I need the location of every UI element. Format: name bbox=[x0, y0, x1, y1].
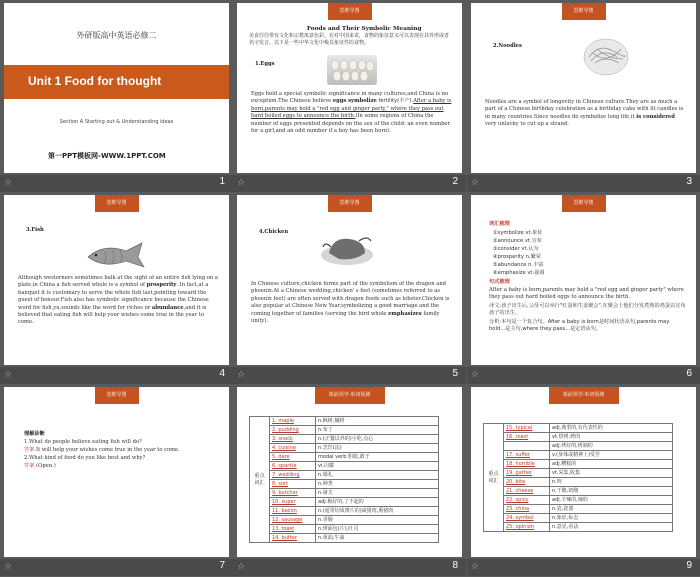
slide-bar bbox=[0, 559, 233, 576]
vocab-item: ①symbolize vt.象征 bbox=[493, 230, 543, 236]
vocab-meaning: vi.闪耀 bbox=[316, 462, 439, 471]
vocab-row bbox=[484, 487, 673, 496]
slide-thumbnail-5[interactable] bbox=[233, 192, 466, 384]
vocab-meaning: n.烤面包(片),吐司 bbox=[316, 525, 439, 534]
vocab-meaning: n.黄油,牛油 bbox=[316, 534, 439, 543]
vocab-word: 20. bite bbox=[504, 478, 550, 487]
slide-6[interactable] bbox=[471, 195, 696, 365]
vocab-meaning: n.屠夫 bbox=[316, 489, 439, 498]
star-icon: ☆ bbox=[471, 370, 480, 380]
slide-number: 6 bbox=[686, 368, 692, 379]
chicken-paragraph: In Chinese culture,chicken forms part of the symbolism of the dragon and phoenix.At a Chinese wedding,chicken' s feet (sometimes referred to as phoenix feet) are often served with dragon foods such as lobster.Chicken is also popular at Chinese New Year,symbolizing a good marriage and the coming together of families (serving the bird whole emphasizes family unity). bbox=[251, 281, 450, 324]
slide-2[interactable] bbox=[237, 3, 462, 173]
vocab-meaning: n.意见,看法 bbox=[550, 523, 673, 532]
vocab-meaning: n.(正餐以外的)小吃,点心 bbox=[316, 435, 439, 444]
slide-7[interactable] bbox=[4, 387, 229, 557]
slide-number: 1 bbox=[219, 176, 225, 187]
vocab-meaning: vt.烘烤,烤肉 bbox=[550, 433, 673, 442]
footer-watermark: 第一PPT模板网-WWW.1PPT.COM bbox=[48, 152, 166, 160]
slide-thumbnail-3[interactable] bbox=[467, 0, 700, 192]
section-tag: 课前预学·单词预测 bbox=[549, 387, 619, 404]
slide-bar bbox=[467, 175, 700, 192]
vocab-word: 13. toast bbox=[270, 525, 316, 534]
vocab-meaning: n.布丁 bbox=[316, 426, 439, 435]
eggs-paragraph: Eggs hold a special symbolic significance in many cultures,and China is no exception.The Chinese believe eggs symbolize fertility(丰产).After a baby is born,parents may hold a "red egg and ginger party," where they pass out hard boiled eggs to announce the birth.(In some regions of China the number of eggs presented depends on the sex of the child: an even number for a girl,and an odd number if a boy has been born). bbox=[251, 91, 452, 134]
vocab-row bbox=[484, 469, 673, 478]
vocab-word: 1. maple bbox=[270, 417, 316, 426]
vocab-row bbox=[484, 496, 673, 505]
slide-1[interactable] bbox=[4, 3, 229, 173]
vocab-word: 14. butter bbox=[270, 534, 316, 543]
slide-thumbnail-9[interactable] bbox=[467, 384, 700, 576]
slide-number: 2 bbox=[452, 176, 458, 187]
answer-1: 答案 It will help your wishes come true in the year to come. bbox=[24, 447, 180, 453]
vocab-word: 7. wedding bbox=[270, 471, 316, 480]
vocab-heading: 词汇梳理 bbox=[489, 221, 510, 227]
vocab-meaning: n.象征,标志 bbox=[550, 514, 673, 523]
vocab-row bbox=[250, 453, 439, 462]
quiz-heading: 理解诊断 bbox=[24, 431, 45, 437]
unit-banner bbox=[4, 65, 229, 99]
section-tag: 思维导图 bbox=[562, 3, 606, 20]
vocab-meaning: modal verb 胆敢,敢于 bbox=[316, 453, 439, 462]
vocab-meaning: adj.典型的,有代表性的 bbox=[550, 424, 673, 433]
vocab-row bbox=[250, 516, 439, 525]
vocab-word: 17. suffer bbox=[504, 451, 550, 460]
vocab-word: 2. pudding bbox=[270, 426, 316, 435]
vocab-item: ④prosperity n.繁荣 bbox=[493, 254, 541, 261]
slide-bar bbox=[0, 367, 233, 384]
answer-2: 答案 (Open.) bbox=[24, 463, 56, 469]
vocab-row bbox=[250, 534, 439, 543]
vocab-word: 25. opinion bbox=[504, 523, 550, 532]
fish-paragraph: Although westerners sometimes balk at the sight of an entire fish lying on a plate,in China a fish served whole is a symbol of prosperity. In fact,at a banquet it is customary to serve the whole fish last,pointing toward the guest of honour.Fish also has symbolic significance because the Chinese word for fish,yu,sounds like the word for riches or abundance,and it is believed that eating fish will help your wishes come true in the year to come. bbox=[18, 275, 218, 326]
vocab-word: 23. china bbox=[504, 505, 550, 514]
vocab-table bbox=[249, 416, 439, 543]
vocab-item: ③consider vt.认为 bbox=[493, 246, 539, 253]
slide-number: 4 bbox=[219, 368, 225, 379]
star-icon: ☆ bbox=[4, 178, 13, 188]
question-2: 2.What kind of food do you like best and why? bbox=[24, 455, 146, 461]
vocab-row bbox=[484, 523, 673, 532]
vocab-row bbox=[484, 433, 673, 442]
vocab-word: 15. typical bbox=[504, 424, 550, 433]
vocab-row bbox=[250, 489, 439, 498]
slide-thumbnail-8[interactable] bbox=[233, 384, 466, 576]
star-icon: ☆ bbox=[471, 178, 480, 188]
slide-number: 8 bbox=[452, 560, 458, 571]
vocab-word: 11. bacon bbox=[270, 507, 316, 516]
noodles-paragraph: Noodles are a symbol of longevity in Chinese culture.They are as much a part of a Chinese birthday celebration as a birthday cake with lit candles is in many countries.Since noodles do symbolize long life,it is considered very unlucky to cut up a strand. bbox=[485, 99, 684, 128]
vocab-item: ②announce vt.宣布 bbox=[493, 238, 542, 245]
vocab-word: 19. gather bbox=[504, 469, 550, 478]
slide-bar bbox=[233, 559, 466, 576]
section-subtitle: Section A Starting out & Understanding ideas bbox=[59, 119, 174, 125]
slide-number: 9 bbox=[686, 560, 692, 571]
vocab-row bbox=[250, 471, 439, 480]
vocab-meaning: n.(通常切成薄片的)咸猪肉,熏猪肉 bbox=[316, 507, 439, 516]
vocab-meaning: n.婚礼 bbox=[316, 471, 439, 480]
slide-number: 5 bbox=[452, 368, 458, 379]
vocab-row bbox=[484, 505, 673, 514]
slide-thumbnail-6[interactable] bbox=[467, 192, 700, 384]
star-icon: ☆ bbox=[237, 562, 246, 572]
slide-bar bbox=[0, 175, 233, 192]
vocab-meaning: n.干酪,奶酪 bbox=[550, 487, 673, 496]
vocab-word: 8. sort bbox=[270, 480, 316, 489]
fish-heading: 3.Fish bbox=[26, 227, 44, 233]
slide-9[interactable] bbox=[471, 387, 696, 557]
vocab-word: 3. snack bbox=[270, 435, 316, 444]
vocab-row bbox=[484, 478, 673, 487]
vocab-word: 4. cuisine bbox=[270, 444, 316, 453]
vocab-meaning: adj.极好的,了不起的 bbox=[316, 498, 439, 507]
vocab-row bbox=[484, 451, 673, 460]
vocab-list bbox=[493, 229, 545, 277]
slide-8[interactable] bbox=[237, 387, 462, 557]
vocab-meaning: v.(身体或精神上)受苦 bbox=[550, 451, 673, 460]
section-tag: 思维导图 bbox=[562, 195, 606, 212]
group-label: 重点词汇 bbox=[484, 424, 504, 532]
sentence-heading: 句式梳理 bbox=[489, 279, 510, 285]
vocab-row bbox=[250, 435, 439, 444]
vocab-word: 5. dare bbox=[270, 453, 316, 462]
slide-4[interactable] bbox=[4, 195, 229, 365]
star-icon: ☆ bbox=[471, 562, 480, 572]
star-icon: ☆ bbox=[237, 370, 246, 380]
chicken-image bbox=[319, 231, 375, 267]
vocab-row bbox=[250, 462, 439, 471]
section-tag: 思维导图 bbox=[328, 3, 372, 20]
group-label: 重点词汇 bbox=[250, 417, 270, 543]
unit-title: Unit 1 Food for thought bbox=[28, 74, 162, 88]
slide-thumbnail-2[interactable] bbox=[233, 0, 466, 192]
sentence-example: After a baby is born,parents may hold a "red egg and ginger party" where they pass out hard boiled eggs to announce the birth. bbox=[489, 287, 684, 301]
vocab-word: 21. cheese bbox=[504, 487, 550, 496]
eggs-heading: 1.Eggs bbox=[255, 61, 275, 67]
vocab-meaning: adj.烤好的,烤制的 bbox=[550, 442, 673, 451]
star-icon: ☆ bbox=[4, 370, 13, 380]
slide-bar bbox=[467, 559, 700, 576]
series-title: 外研版高中英语必修二 bbox=[76, 31, 157, 40]
vocab-row bbox=[484, 442, 673, 451]
vocab-meaning: adj.辛辣的,辣的 bbox=[550, 496, 673, 505]
noodles-heading: 2.Noodles bbox=[493, 43, 522, 49]
noodles-image bbox=[581, 29, 631, 79]
vocab-row bbox=[250, 417, 439, 426]
vocab-row bbox=[484, 514, 673, 523]
slide-thumbnail-7[interactable] bbox=[0, 384, 233, 576]
section-tag: 课前预学·单词预测 bbox=[315, 387, 385, 404]
intro-text: 美食往往带有文化和宗教寓意色彩。在对中国来说，食物的象征意义可以表现在其外形或者名字发音。以下是一些中华文化中极具象征性的食物。 bbox=[249, 33, 450, 47]
slide-thumbnail-1[interactable] bbox=[0, 0, 233, 192]
vocab-meaning: n.烹饪(法) bbox=[316, 444, 439, 453]
vocab-table bbox=[483, 423, 673, 532]
vocab-row bbox=[250, 507, 439, 516]
vocab-word: 10. super bbox=[270, 498, 316, 507]
slide-bar bbox=[467, 367, 700, 384]
sentence-analysis: 分析:本句是一个复合句。After a baby is born是时间状语从句,parents may hold...是主句,where they pass...是定语从句。 bbox=[489, 319, 670, 333]
section-tag: 思维导图 bbox=[328, 195, 372, 212]
vocab-word: 9. butcher bbox=[270, 489, 316, 498]
vocab-row bbox=[250, 426, 439, 435]
vocab-row bbox=[250, 525, 439, 534]
vocab-word: 16. roast bbox=[504, 433, 550, 442]
star-icon: ☆ bbox=[237, 178, 246, 188]
slide-bar bbox=[233, 367, 466, 384]
vocab-row bbox=[250, 444, 439, 453]
slide-bar bbox=[233, 175, 466, 192]
vocab-item: ⑤abundance n.丰富 bbox=[493, 262, 544, 269]
vocab-meaning: n.香肠 bbox=[316, 516, 439, 525]
slide-3[interactable] bbox=[471, 3, 696, 173]
slide-heading: Foods and Their Symbolic Meaning bbox=[307, 26, 422, 32]
eggs-image bbox=[327, 55, 377, 85]
chicken-heading: 4.Chicken bbox=[259, 229, 289, 235]
vocab-meaning: n.种类 bbox=[316, 480, 439, 489]
vocab-meaning: n.枫树,槭树 bbox=[316, 417, 439, 426]
slide-5[interactable] bbox=[237, 195, 462, 365]
vocab-meaning: n.瓷,瓷器 bbox=[550, 505, 673, 514]
sentence-translation: 译文:孩子出生后,父母可以举行"红蛋和生姜聚会",在聚会上他们分发煮熟的鸡蛋以宣布孩子的出生。 bbox=[489, 303, 686, 317]
vocab-word: 24. symbol bbox=[504, 514, 550, 523]
vocab-item: ⑥emphasize vt.强调 bbox=[493, 270, 545, 277]
section-tag: 思维导图 bbox=[95, 195, 139, 212]
question-1: 1.What do people believe eating fish will do? bbox=[24, 439, 142, 445]
slide-number: 3 bbox=[686, 176, 692, 187]
vocab-word: 6. sparkle bbox=[270, 462, 316, 471]
fish-image bbox=[84, 239, 148, 271]
slide-number: 7 bbox=[219, 560, 225, 571]
vocab-row bbox=[484, 460, 673, 469]
section-tag: 思维导图 bbox=[95, 387, 139, 404]
star-icon: ☆ bbox=[4, 562, 13, 572]
vocab-row bbox=[484, 424, 673, 433]
vocab-meaning: vt.采集,收集 bbox=[550, 469, 673, 478]
vocab-word: 22. spicy bbox=[504, 496, 550, 505]
slide-thumbnail-4[interactable] bbox=[0, 192, 233, 384]
vocab-word: 12. sausage bbox=[270, 516, 316, 525]
vocab-word: 18. horrible bbox=[504, 460, 550, 469]
vocab-word bbox=[504, 442, 550, 451]
vocab-meaning: adj.糟糕的 bbox=[550, 460, 673, 469]
vocab-row bbox=[250, 498, 439, 507]
vocab-row bbox=[250, 480, 439, 489]
vocab-meaning: n.咬 bbox=[550, 478, 673, 487]
